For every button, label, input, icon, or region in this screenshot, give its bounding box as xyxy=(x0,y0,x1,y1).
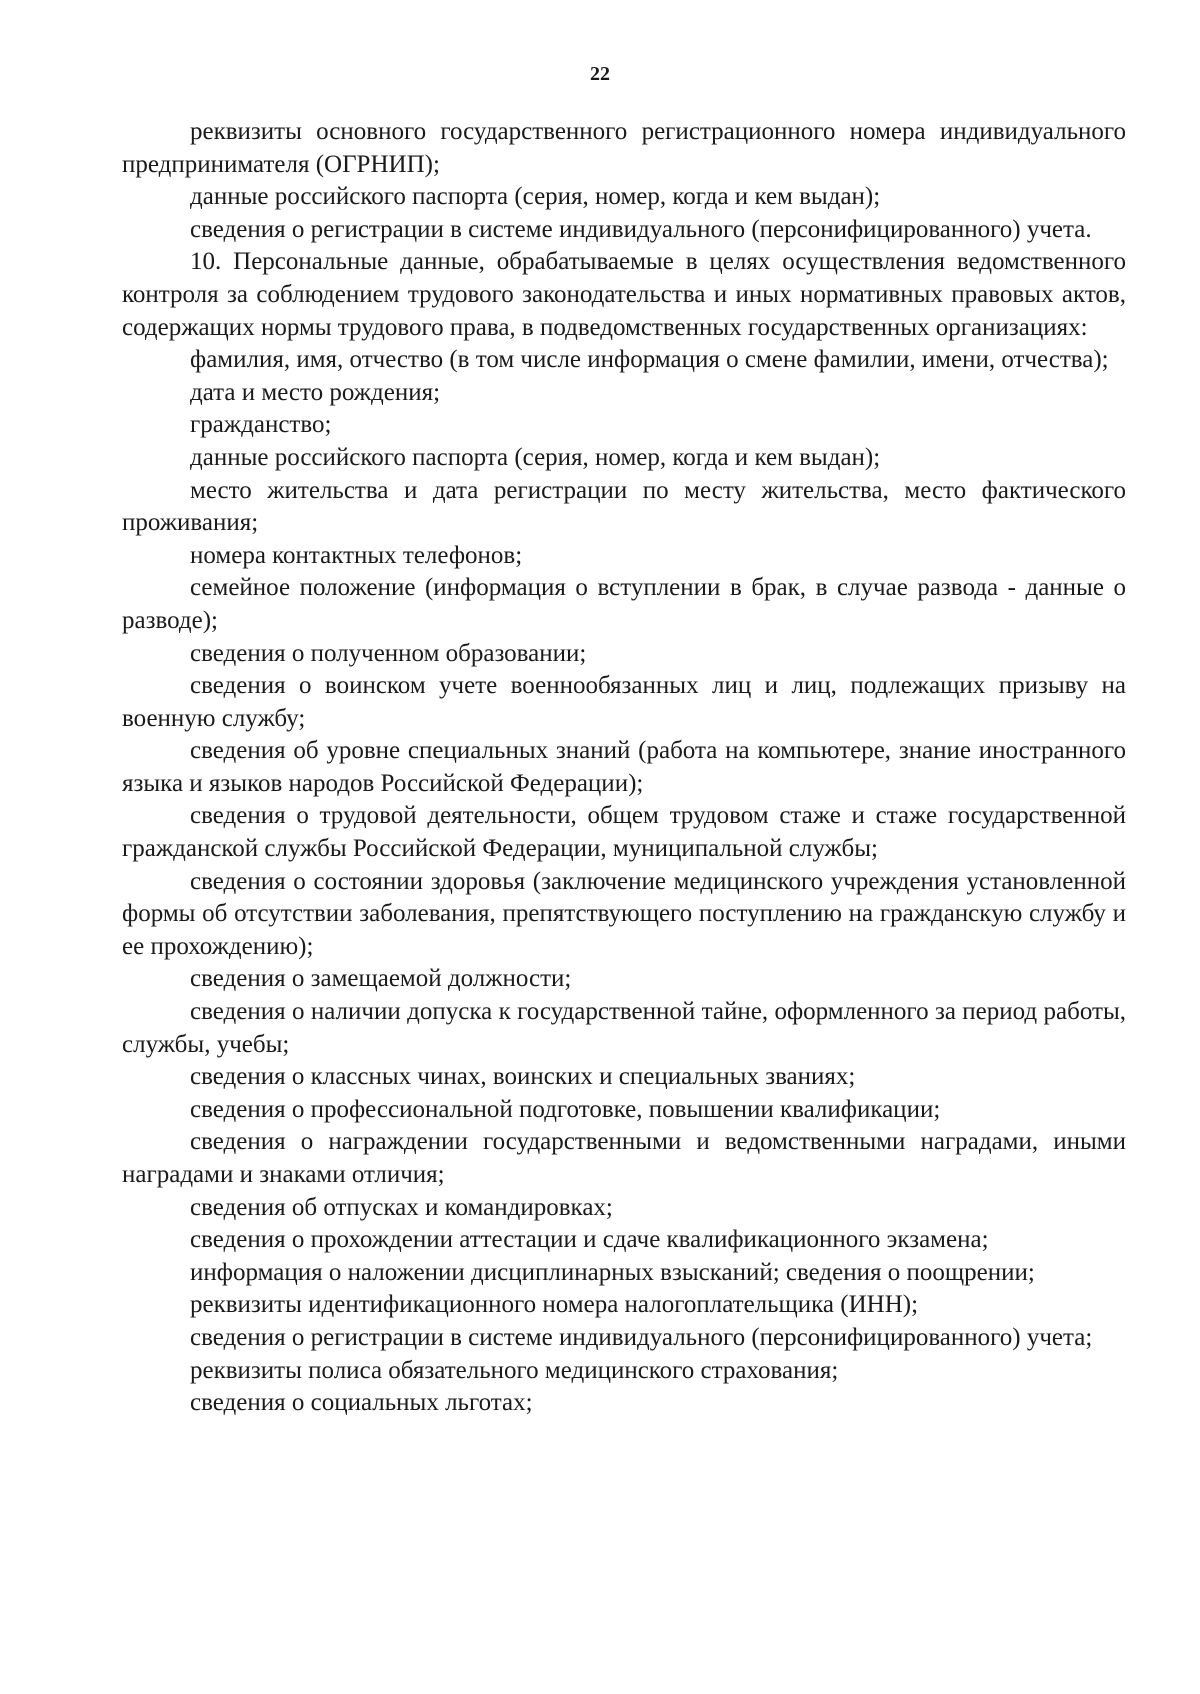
paragraph: сведения о трудовой деятельности, общем трудовом стаже и стаже государственной гражданской службы Российской Федерации, муниципальной службы; xyxy=(122,802,1126,863)
paragraph: сведения об уровне специальных знаний (работа на компьютере, знание иностранного языка и языков народов Российской Федерации); xyxy=(122,737,1126,797)
paragraph: реквизиты полиса обязательного медицинского страхования; xyxy=(190,1356,839,1384)
page-number: 22 xyxy=(590,63,610,85)
paragraph: сведения о регистрации в системе индивидуального (персонифицированного) учета; xyxy=(190,1323,1093,1351)
paragraph: реквизиты идентификационного номера налогоплательщика (ИНН); xyxy=(190,1291,919,1319)
paragraph: сведения о классных чинах, воинских и специальных званиях; xyxy=(190,1063,856,1091)
paragraph: сведения о регистрации в системе индивидуального (персонифицированного) учета. xyxy=(190,215,1092,243)
paragraph: сведения о состоянии здоровья (заключение медицинского учреждения установленной формы об отсутствии заболевания, препятствующего поступлению на гражданскую службу и ее прохождению); xyxy=(122,867,1126,960)
paragraph: номера контактных телефонов; xyxy=(190,541,523,569)
paragraph: место жительства и дата регистрации по месту жительства, место фактического проживания; xyxy=(122,476,1126,537)
paragraph: сведения о награждении государственными и ведомственными наградами, иными наградами и знаками отличия; xyxy=(122,1128,1126,1188)
paragraph: сведения о прохождении аттестации и сдаче квалификационного экзамена; xyxy=(190,1226,989,1254)
paragraph: семейное положение (информация о вступлении в брак, в случае развода - данные о разводе); xyxy=(122,574,1126,634)
paragraph: данные российского паспорта (серия, номер, когда и кем выдан); xyxy=(190,443,881,471)
paragraph: данные российского паспорта (серия, номер, когда и кем выдан); xyxy=(190,183,881,211)
paragraph: гражданство; xyxy=(190,411,332,439)
document-body xyxy=(122,116,1126,1420)
paragraph: сведения о воинском учете военнообязанных лиц и лиц, подлежащих призыву на военную службу; xyxy=(122,672,1126,732)
paragraph: сведения о замещаемой должности; xyxy=(190,965,572,993)
paragraph: сведения о социальных льготах; xyxy=(190,1389,533,1417)
paragraph: сведения о полученном образовании; xyxy=(190,639,587,667)
paragraph: информация о наложении дисциплинарных взысканий; сведения о поощрении; xyxy=(190,1258,1035,1286)
paragraph: сведения о профессиональной подготовке, повышении квалификации; xyxy=(190,1095,941,1123)
paragraph: сведения о наличии допуска к государственной тайне, оформленного за период работы, службы, учебы; xyxy=(122,998,1126,1058)
paragraph: фамилия, имя, отчество (в том числе информация о смене фамилии, имени, отчества); xyxy=(190,346,1109,374)
paragraph: дата и место рождения; xyxy=(190,378,441,406)
paragraph: 10. Персональные данные, обрабатываемые в целях осуществления ведомственного контроля за соблюдением трудового законодательства и иных нормативных правовых актов, содержащих нормы трудового права, в подведомственных государственных организациях: xyxy=(122,248,1126,341)
paragraph: реквизиты основного государственного регистрационного номера индивидуального предпринимателя (ОГРНИП); xyxy=(122,118,1126,178)
paragraph: сведения об отпусках и командировках; xyxy=(190,1193,613,1221)
